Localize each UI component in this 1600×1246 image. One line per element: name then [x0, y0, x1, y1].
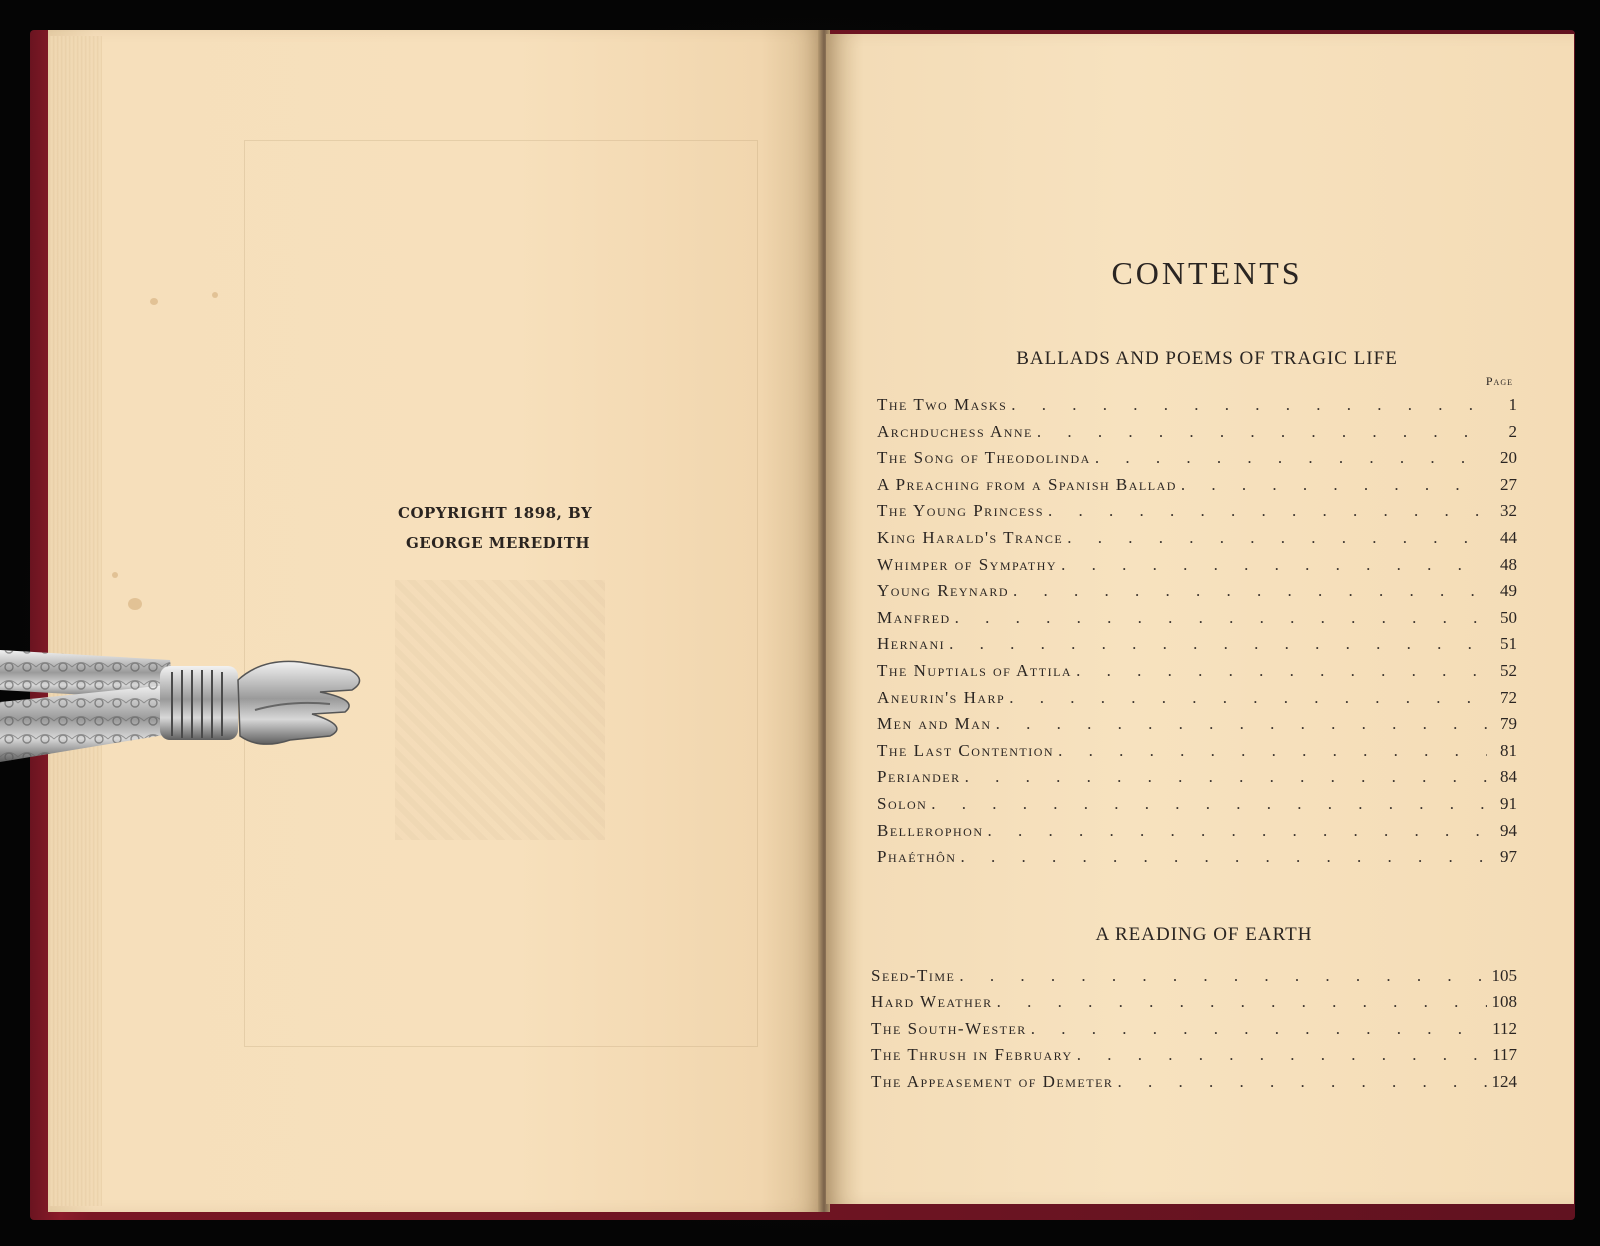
toc-entry-page: 91 — [1500, 793, 1517, 813]
toc-dot-leader — [984, 821, 1487, 841]
toc-entry-title: The Nuptials of Attila — [877, 660, 1073, 680]
toc-entry-hernani — [877, 634, 1517, 661]
toc-entry-page: 50 — [1500, 607, 1517, 627]
toc-entry-title: Hard Weather — [871, 992, 993, 1012]
toc-entry-title: A Preaching from a Spanish Ballad — [877, 474, 1177, 494]
toc-entry-title: Solon — [877, 793, 928, 813]
contents-heading: CONTENTS — [1111, 255, 1303, 291]
toc-section-reading-of-earth — [871, 924, 1517, 1099]
toc-entry-title: The South-Wester — [871, 1018, 1027, 1038]
toc-entry-title: Hernani — [877, 634, 946, 654]
silver-hand-bookmark-icon — [0, 640, 380, 790]
toc-entry-page: 32 — [1500, 501, 1517, 521]
toc-dot-leader — [1091, 448, 1487, 468]
toc-entry-hard-weather — [871, 992, 1517, 1019]
foxing-spot — [150, 298, 158, 305]
toc-dot-leader — [1073, 1045, 1487, 1065]
toc-entry-page: 105 — [1491, 965, 1517, 985]
copyright-line-1: COPYRIGHT 1898, BY — [398, 504, 593, 522]
toc-entry-title: The Young Princess — [877, 501, 1044, 521]
page-column-label: Page — [1485, 374, 1513, 388]
toc-dot-leader — [1063, 528, 1487, 548]
toc-entry-title: Men and Man — [877, 714, 992, 734]
toc-entries — [877, 395, 1517, 874]
toc-entry-page: 2 — [1508, 421, 1517, 441]
toc-entry-bellerophon — [877, 821, 1517, 848]
table-of-contents — [871, 255, 1517, 1099]
toc-entry-the-song-of-theodolinda — [877, 448, 1517, 475]
toc-entry-page: 81 — [1500, 740, 1517, 760]
toc-entry-periander — [877, 767, 1517, 794]
toc-dot-leader — [1005, 688, 1487, 708]
foxing-spot — [212, 292, 218, 298]
section-heading: A READING OF EARTH — [1095, 923, 1313, 945]
toc-entry-title: Seed-Time — [871, 965, 956, 985]
toc-entry-whimper-of-sympathy — [877, 555, 1517, 582]
toc-entry-page: 49 — [1500, 581, 1517, 601]
toc-entry-page: 94 — [1500, 820, 1517, 840]
toc-dot-leader — [1027, 1019, 1487, 1039]
toc-entry-young-reynard — [877, 581, 1517, 608]
toc-entry-aneurin-s-harp — [877, 688, 1517, 715]
toc-entries — [871, 966, 1517, 1099]
toc-entry-title: Bellerophon — [877, 820, 984, 840]
toc-dot-leader — [956, 847, 1487, 867]
toc-entry-title: The Thrush in February — [871, 1045, 1073, 1065]
toc-entry-title: The Appeasement of Demeter — [871, 1072, 1114, 1092]
toc-entry-page: 79 — [1500, 714, 1517, 734]
toc-entry-title: Aneurin's Harp — [877, 687, 1006, 707]
toc-section-tragic-life — [877, 348, 1517, 874]
toc-dot-leader — [1033, 422, 1487, 442]
toc-entry-the-last-contention — [877, 741, 1517, 768]
toc-dot-leader — [1113, 1072, 1487, 1092]
toc-entry-king-harald-s-trance — [877, 528, 1517, 555]
toc-entry-page: 48 — [1500, 554, 1517, 574]
toc-entry-page: 52 — [1500, 660, 1517, 680]
toc-entry-page: 108 — [1491, 992, 1517, 1012]
toc-dot-leader — [955, 966, 1487, 986]
page-edges — [50, 36, 102, 1206]
toc-entry-the-two-masks — [877, 395, 1517, 422]
toc-entry-page: 44 — [1500, 527, 1517, 547]
toc-entry-page: 97 — [1500, 847, 1517, 867]
toc-entry-the-south-wester — [871, 1019, 1517, 1046]
toc-entry-title: Periander — [877, 767, 961, 787]
toc-entry-the-thrush-in-february — [871, 1045, 1517, 1072]
toc-entry-title: Whimper of Sympathy — [877, 554, 1058, 574]
toc-entry-men-and-man — [877, 714, 1517, 741]
toc-entry-solon — [877, 794, 1517, 821]
toc-dot-leader — [992, 714, 1487, 734]
toc-dot-leader — [951, 608, 1487, 628]
toc-dot-leader — [1044, 501, 1487, 521]
toc-entry-archduchess-anne — [877, 422, 1517, 449]
toc-entry-a-preaching-from-a-spanish-ballad — [877, 475, 1517, 502]
toc-entry-title: Manfred — [877, 607, 951, 627]
toc-dot-leader — [927, 794, 1487, 814]
toc-entry-page: 72 — [1500, 687, 1517, 707]
section-heading: BALLADS AND POEMS OF TRAGIC LIFE — [1016, 348, 1398, 369]
toc-dot-leader — [993, 992, 1487, 1012]
toc-dot-leader — [1072, 661, 1487, 681]
toc-entry-title: Young Reynard — [877, 581, 1010, 601]
toc-entry-title: The Two Masks — [877, 395, 1008, 414]
toc-dot-leader — [1054, 741, 1487, 761]
foxing-spot — [128, 598, 142, 610]
toc-entry-page: 124 — [1491, 1072, 1517, 1092]
toc-dot-leader — [945, 634, 1487, 654]
toc-dot-leader — [1007, 395, 1487, 415]
toc-entry-page: 84 — [1500, 767, 1517, 787]
toc-entry-manfred — [877, 608, 1517, 635]
toc-entry-title: Archduchess Anne — [877, 421, 1033, 441]
toc-entry-title: The Last Contention — [877, 740, 1055, 760]
toc-dot-leader — [961, 767, 1487, 787]
toc-entry-title: Phaéthôn — [877, 847, 957, 867]
toc-entry-pha-th-n — [877, 847, 1517, 874]
toc-dot-leader — [1057, 555, 1487, 575]
toc-dot-leader — [1009, 581, 1487, 601]
toc-entry-seed-time — [871, 966, 1517, 993]
toc-entry-page: 51 — [1500, 634, 1517, 654]
toc-entry-page: 1 — [1508, 395, 1517, 414]
foxing-spot — [112, 572, 118, 578]
bleed-through-ornament — [395, 580, 605, 840]
toc-entry-the-young-princess — [877, 501, 1517, 528]
toc-entry-page: 27 — [1500, 474, 1517, 494]
toc-entry-title: The Song of Theodolinda — [877, 448, 1091, 468]
toc-entry-page: 112 — [1492, 1018, 1517, 1038]
toc-entry-page: 20 — [1500, 448, 1517, 468]
copyright-line-2: GEORGE MEREDITH — [406, 534, 591, 552]
copyright-notice — [398, 498, 598, 558]
toc-entry-title: King Harald's Trance — [877, 527, 1064, 547]
toc-dot-leader — [1177, 475, 1487, 495]
toc-entry-the-appeasement-of-demeter — [871, 1072, 1517, 1099]
toc-entry-the-nuptials-of-attila — [877, 661, 1517, 688]
toc-entry-page: 117 — [1492, 1045, 1517, 1065]
